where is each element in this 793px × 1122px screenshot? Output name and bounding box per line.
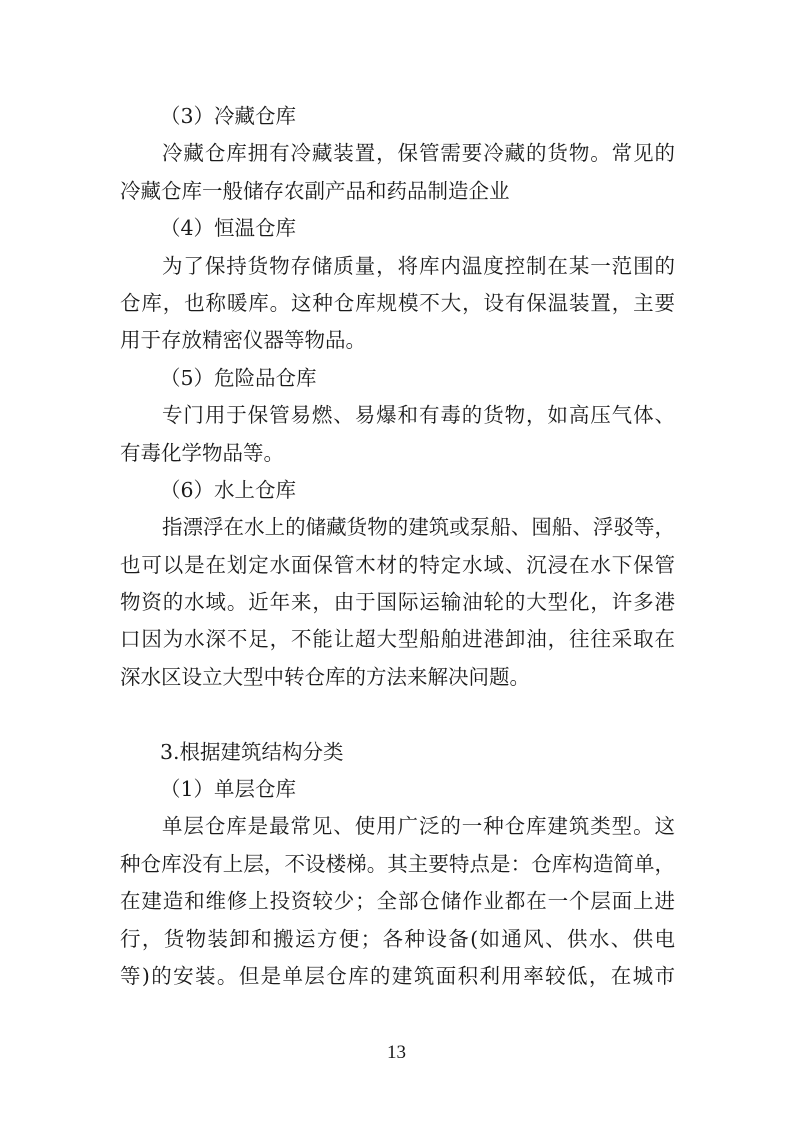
paragraph-line: 仓库，也称暖库。这种仓库规模不大，设有保温装置，主要 — [120, 290, 675, 315]
paragraph-line: 口因为水深不足，不能让超大型船舶进港卸油，往往采取在 — [120, 627, 675, 652]
paragraph-line: 物资的水域。近年来，由于国际运输油轮的大型化，许多港 — [120, 590, 675, 615]
subheading-constant-temperature: （4）恒温仓库 — [160, 216, 297, 241]
paragraph-line: 单层仓库是最常见、使用广泛的一种仓库建筑类型。这 — [162, 814, 675, 839]
paragraph-line: 指漂浮在水上的储藏货物的建筑或泵船、囤船、浮驳等， — [162, 515, 675, 540]
paragraph-line: 冷藏仓库拥有冷藏装置，保管需要冷藏的货物。常见的 — [162, 141, 675, 166]
subheading-cold-storage: （3）冷藏仓库 — [160, 104, 297, 128]
subheading-hazardous-goods: （5）危险品仓库 — [160, 365, 317, 390]
paragraph-hazardous-goods — [120, 397, 675, 472]
paragraph-single-storey — [120, 808, 675, 995]
paragraph-line: 在建造和维修上投资较少；全部仓储作业都在一个层面上进 — [120, 889, 675, 914]
paragraph-line: 深水区设立大型中转仓库的方法来解决问题。 — [120, 664, 530, 689]
paragraph-line: 有毒化学物品等。 — [120, 440, 284, 465]
paragraph-line: 用于存放精密仪器等物品。 — [120, 328, 366, 353]
paragraph-cold-storage — [120, 135, 675, 210]
paragraph-line: 行，货物装卸和搬运方便；各种设备(如通风、供水、供电 — [120, 926, 675, 951]
paragraph-line: 也可以是在划定水面保管木材的特定水域、沉浸在水下保管 — [120, 552, 675, 577]
paragraph-line: 专门用于保管易燃、易爆和有毒的货物，如高压气体、 — [162, 403, 675, 428]
paragraph-line: 种仓库没有上层，不设楼梯。其主要特点是：仓库构造简单， — [120, 851, 675, 876]
subheading-floating-warehouse: （6）水上仓库 — [160, 477, 297, 502]
subheading-single-storey: （1）单层仓库 — [160, 777, 297, 802]
section-heading-building-structure: 3.根据建筑结构分类 — [160, 739, 344, 764]
paragraph-line: 冷藏仓库一般储存农副产品和药品制造企业 — [120, 178, 510, 203]
paragraph-line: 为了保持货物存储质量，将库内温度控制在某一范围的 — [162, 253, 675, 278]
page-body — [120, 98, 675, 995]
paragraph-floating-warehouse — [120, 509, 675, 696]
paragraph-constant-temperature — [120, 248, 675, 360]
section-spacer — [120, 696, 675, 733]
page-number: 13 — [387, 1042, 406, 1063]
paragraph-line: 等)的安装。但是单层仓库的建筑面积利用率较低，在城市 — [120, 963, 675, 988]
